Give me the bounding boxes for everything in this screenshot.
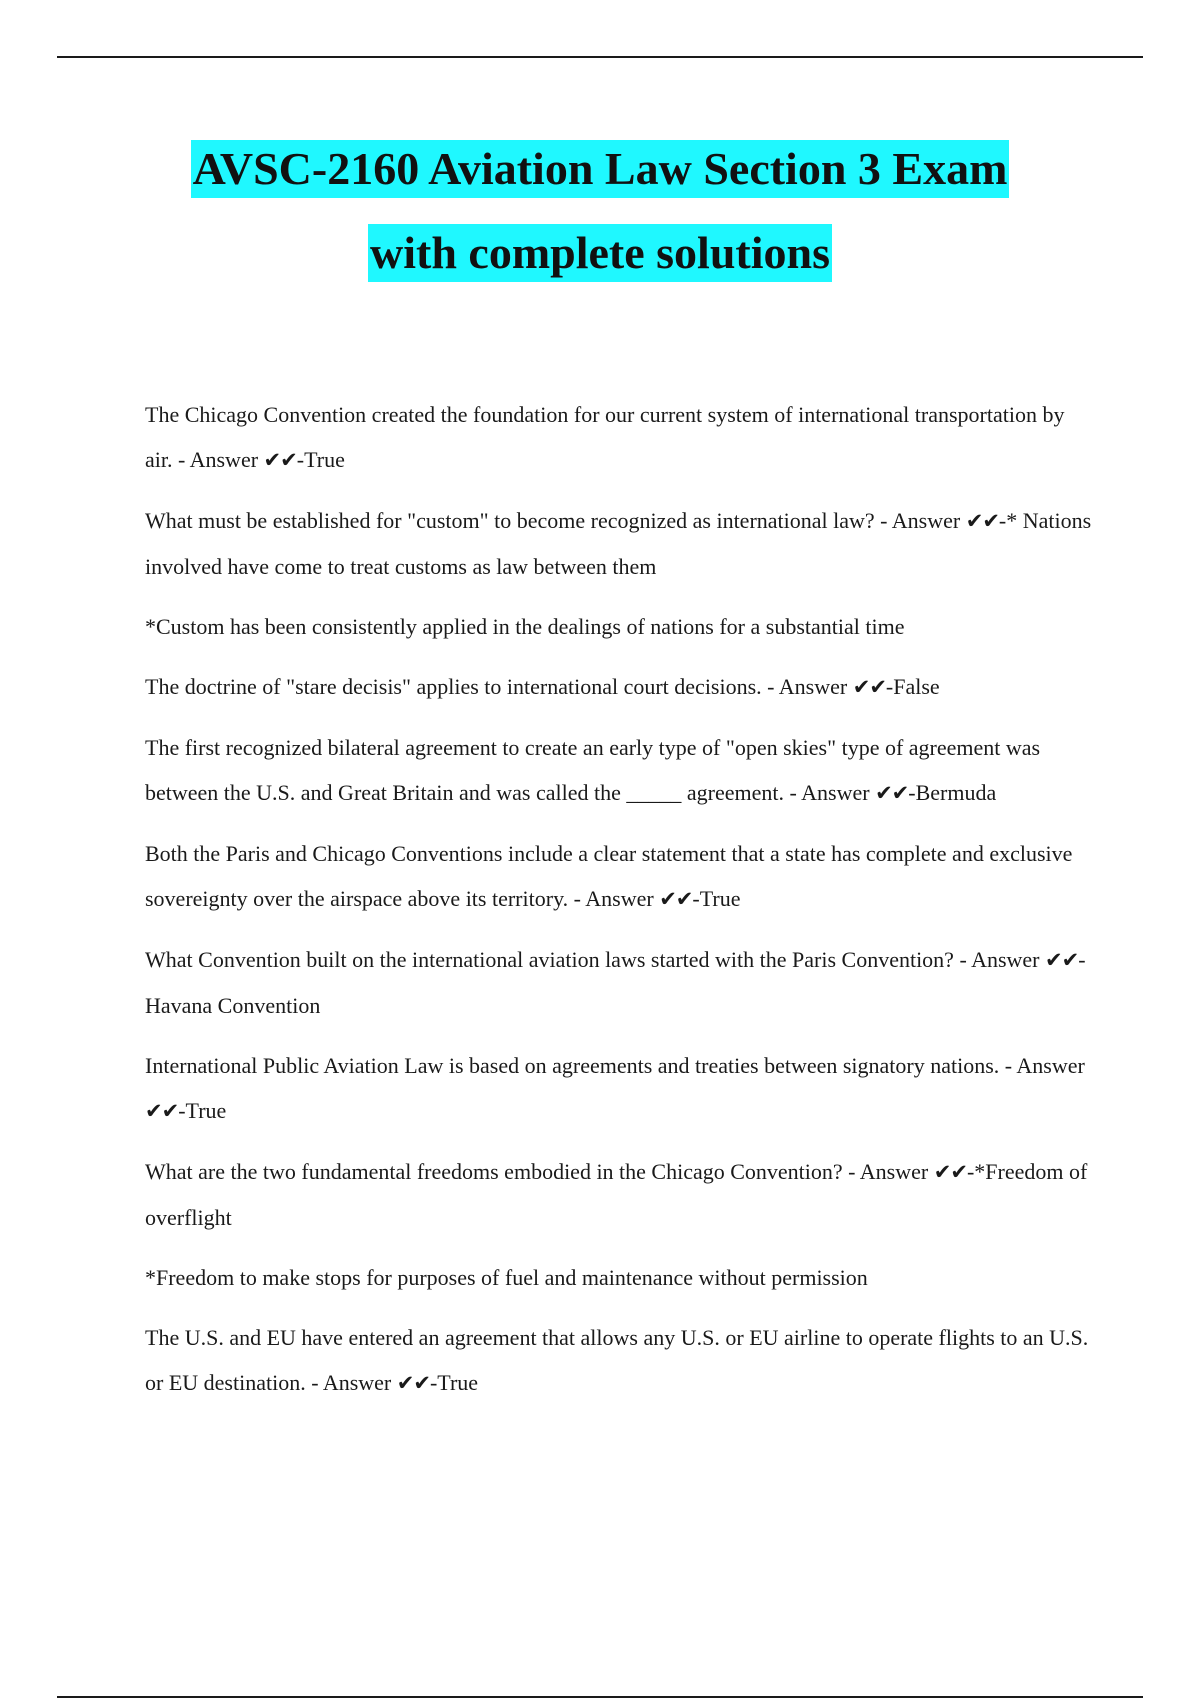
qa-item [145, 1255, 1095, 1300]
answer-label: Answer [801, 780, 870, 805]
qa-item [145, 725, 1095, 816]
double-check-icon: ✔✔ [852, 675, 886, 699]
double-check-icon: ✔✔ [659, 887, 693, 911]
qa-item [145, 831, 1095, 922]
answer-text: -True [178, 1098, 227, 1123]
top-rule [57, 56, 1143, 58]
question-text: What are the two fundamental freedoms embodied in the Chicago Convention? - [145, 1159, 860, 1184]
double-check-icon: ✔✔ [875, 781, 909, 805]
title-line-2: with complete solutions [368, 224, 832, 282]
answer-label: Answer [778, 674, 848, 699]
question-text: The doctrine of "stare decisis" applies to international court decisions. - [145, 674, 779, 699]
answer-label: Answer [1016, 1053, 1085, 1078]
answer-label: Answer [585, 886, 654, 911]
document-title [0, 140, 1200, 308]
answer-text: -True [429, 1370, 479, 1395]
qa-item [145, 392, 1095, 483]
answer-text: -True [296, 447, 345, 472]
qa-item [145, 664, 1095, 710]
double-check-icon: ✔✔ [965, 509, 999, 533]
answer-text: -False [885, 674, 940, 699]
bottom-rule [57, 1696, 1143, 1698]
question-text: The U.S. and EU have entered an agreement that allows any U.S. or EU airline to operate flights to an U.S. or EU destination. - [145, 1325, 1089, 1395]
qa-item [145, 937, 1095, 1028]
answer-text: -*Freedom of overflight [145, 1159, 1088, 1230]
qa-item [145, 604, 1095, 649]
answer-text: -* Nations involved have come to treat customs as law between them [145, 508, 1092, 579]
qa-list [145, 392, 1095, 1421]
answer-label: Answer [859, 1159, 929, 1184]
double-check-icon: ✔✔ [145, 1099, 179, 1123]
qa-item [145, 498, 1095, 589]
answer-label: Answer [189, 447, 259, 472]
question-text: What Convention built on the international aviation laws started with the Paris Convention? - [145, 947, 972, 972]
answer-label: Answer [891, 508, 961, 533]
question-text: *Custom has been consistently applied in the dealings of nations for a substantial time [145, 614, 905, 639]
answer-text: -True [692, 886, 741, 911]
answer-label: Answer [322, 1370, 392, 1395]
qa-item [145, 1149, 1095, 1240]
double-check-icon: ✔✔ [1045, 948, 1079, 972]
question-text: International Public Aviation Law is based on agreements and treaties between signatory nations. - [145, 1053, 1017, 1078]
answer-text: -Bermuda [908, 780, 997, 805]
double-check-icon: ✔✔ [263, 448, 297, 472]
qa-item [145, 1315, 1095, 1406]
question-text: *Freedom to make stops for purposes of fuel and maintenance without permission [145, 1265, 868, 1290]
question-text: Both the Paris and Chicago Conventions include a clear statement that a state has complete and exclusive sovereignty over the airspace above its territory. - [145, 841, 1073, 911]
double-check-icon: ✔✔ [933, 1160, 967, 1184]
double-check-icon: ✔✔ [396, 1371, 430, 1395]
question-text: The Chicago Convention created the foundation for our current system of international transportation by air. - [145, 402, 1065, 472]
answer-text: -Havana Convention [145, 947, 1086, 1018]
answer-label: Answer [971, 947, 1040, 972]
question-text: The first recognized bilateral agreement to create an early type of "open skies" type of agreement was between the U.S. and Great Britain and was called the _____ agreement. - [145, 735, 1041, 805]
question-text: What must be established for "custom" to become recognized as international law? - [145, 508, 892, 533]
qa-item [145, 1043, 1095, 1134]
title-line-1: AVSC-2160 Aviation Law Section 3 Exam [191, 140, 1010, 198]
